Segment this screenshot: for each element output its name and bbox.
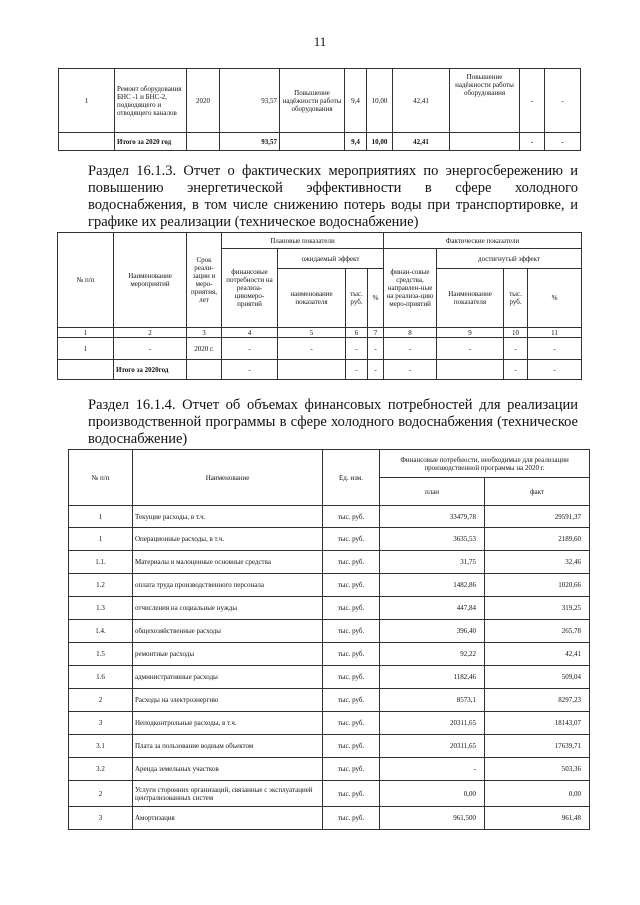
cell-plan: 92,22 xyxy=(380,643,485,666)
cell-fact: 509,04 xyxy=(485,666,590,689)
header-name: Наименование мероприятий xyxy=(114,233,187,328)
table-row xyxy=(69,620,590,643)
cell-unit: тыс. руб. xyxy=(323,758,380,781)
cell-name: Услуги сторонних организаций, связанные с эксплуатацией централизованных систем xyxy=(133,781,323,807)
cell-fact: 8297,23 xyxy=(485,689,590,712)
cell-unit: тыс. руб. xyxy=(323,597,380,620)
header-plan: план xyxy=(380,478,485,506)
header-expected: ожидаемый эффект xyxy=(278,249,384,269)
cell-num: 3 xyxy=(69,712,133,735)
cell-num: 3.2 xyxy=(69,758,133,781)
cell-unit: тыс. руб. xyxy=(323,666,380,689)
table-row: Итого за 2020год - - - - - - xyxy=(58,360,582,380)
cell-unit: тыс. руб. xyxy=(323,643,380,666)
table-energy-saving xyxy=(57,232,582,380)
cell-num: 1.5 xyxy=(69,643,133,666)
cell-unit: тыс. руб. xyxy=(323,506,380,528)
cell-plan: 1482,86 xyxy=(380,574,485,597)
cell-plan: 8573,1 xyxy=(380,689,485,712)
table-row xyxy=(69,597,590,620)
header-num: № п/п xyxy=(58,233,114,328)
cell-num: 2 xyxy=(69,689,133,712)
header-ind-name: наименование показателя xyxy=(278,269,346,328)
table-row: 1 - 2020 г. - - - - - - - - xyxy=(58,338,582,360)
cell-name: Текущие расходы, в т.ч. xyxy=(133,506,323,528)
cell-name: Амортизация xyxy=(133,807,323,830)
table-row xyxy=(69,666,590,689)
cell-plan: 1182,46 xyxy=(380,666,485,689)
cell-num: 1.3 xyxy=(69,597,133,620)
cell-unit: тыс. руб. xyxy=(323,689,380,712)
cell-unit: тыс. руб. xyxy=(323,735,380,758)
cell-plan: 20311,65 xyxy=(380,735,485,758)
cell-num: 1 xyxy=(69,528,133,551)
cell-name: оплата труда производственного персонала xyxy=(133,574,323,597)
cell-plan: 20311,65 xyxy=(380,712,485,735)
header-thous2: тыс. руб. xyxy=(504,269,528,328)
header-pct: % xyxy=(368,269,384,328)
cell-unit: тыс. руб. xyxy=(323,781,380,807)
header-term: Срок реали-зации и меро-приятия, лет xyxy=(187,233,222,328)
table-row: 1 Ремонт оборудования БНС -1 и БНС-2, подводящего и отводящего каналов 2020 93,57 Повышение надёжности работы оборудования 9,4 10,00 42,41 Повышение надёжности работы оборудования - - xyxy=(59,69,581,133)
cell-fact: 319,25 xyxy=(485,597,590,620)
table-row xyxy=(69,528,590,551)
cell-plan: 447,84 xyxy=(380,597,485,620)
cell-num: 1 xyxy=(69,506,133,528)
header-fact: факт xyxy=(485,478,590,506)
table-row xyxy=(69,781,590,807)
cell-fact: 29591,37 xyxy=(485,506,590,528)
cell-num: 1.6 xyxy=(69,666,133,689)
table-financial-needs xyxy=(68,449,590,830)
cell-fact: 2189,60 xyxy=(485,528,590,551)
table-row xyxy=(69,643,590,666)
cell-name: административные расходы xyxy=(133,666,323,689)
header-actual: Фактические показатели xyxy=(384,233,582,249)
cell-num: 1.4. xyxy=(69,620,133,643)
cell-name: общехозяйственные расходы xyxy=(133,620,323,643)
table-row: Итого за 2020 год 93,57 9,4 10,00 42,41 - - xyxy=(59,133,581,151)
cell-unit: тыс. руб. xyxy=(323,807,380,830)
cell-plan: 396,40 xyxy=(380,620,485,643)
cell-num: 1.2 xyxy=(69,574,133,597)
cell-num: 1.1. xyxy=(69,551,133,574)
cell-name: Аренда земельных участков xyxy=(133,758,323,781)
table-row xyxy=(69,551,590,574)
table-row xyxy=(69,506,590,528)
cell-fact: 42,41 xyxy=(485,643,590,666)
cell-unit: тыс. руб. xyxy=(323,551,380,574)
cell-plan: - xyxy=(380,758,485,781)
table-continuation xyxy=(58,68,581,151)
cell-name: ремонтные расходы xyxy=(133,643,323,666)
cell-plan: 0,00 xyxy=(380,781,485,807)
cell-plan: 961,500 xyxy=(380,807,485,830)
header-num: № п/п xyxy=(69,450,133,506)
header-unit: Ед. изм. xyxy=(323,450,380,506)
header-pct2: % xyxy=(528,269,582,328)
cell-fact: 0,00 xyxy=(485,781,590,807)
header-fin-need: финансовые потребности на реализа-циюмеро-приятий xyxy=(222,249,278,328)
cell-fact: 32,46 xyxy=(485,551,590,574)
table-row xyxy=(69,758,590,781)
cell-fact: 503,36 xyxy=(485,758,590,781)
cell-unit: тыс. руб. xyxy=(323,712,380,735)
header-name: Наименование xyxy=(133,450,323,506)
cell-name: Неподконтрольные расходы, в т.ч. xyxy=(133,712,323,735)
header-fin-means: финан-совые средства, направлен-ные на реализа-цию меро-приятий xyxy=(384,249,437,328)
cell-num: 3 xyxy=(69,807,133,830)
cell-plan: 3635,53 xyxy=(380,528,485,551)
cell-plan: 31,75 xyxy=(380,551,485,574)
cell-unit: тыс. руб. xyxy=(323,574,380,597)
header-ind-name2: Наименование показателя xyxy=(437,269,504,328)
cell-name: Плата за пользование водным объектом xyxy=(133,735,323,758)
section-16-1-3-title: Раздел 16.1.3. Отчет о фактических мероприятиях по энергосбережению и повышению энергетической эффективности в сфере холодного водоснабжения, в том числе снижению потерь воды при транспортировке, и графике их реализации (техническое водоснабжение) xyxy=(88,163,578,230)
cell-num: 3.1 xyxy=(69,735,133,758)
cell-name: Операционные расходы, в т.ч. xyxy=(133,528,323,551)
table-row xyxy=(69,807,590,830)
cell-fact: 1020,66 xyxy=(485,574,590,597)
cell-fact: 961,48 xyxy=(485,807,590,830)
table-row xyxy=(69,712,590,735)
column-number-row: 1 2 3 4 5 6 7 8 9 10 11 xyxy=(58,328,582,338)
cell-name: Материалы и малоценные основные средства xyxy=(133,551,323,574)
cell-unit: тыс. руб. xyxy=(323,528,380,551)
cell-fact: 17639,71 xyxy=(485,735,590,758)
cell-unit: тыс. руб. xyxy=(323,620,380,643)
header-achieved: достигнутый эффект xyxy=(437,249,582,269)
cell-fact: 18143,07 xyxy=(485,712,590,735)
cell-num: 2 xyxy=(69,781,133,807)
table-row xyxy=(69,574,590,597)
page-number: 11 xyxy=(313,34,327,49)
table-row xyxy=(69,689,590,712)
cell-name: отчисления на социальные нужды xyxy=(133,597,323,620)
header-fin: Финансовые потребности, необходимые для реализации производственной программы на 2020 г. xyxy=(380,450,590,478)
cell-name: Расходы на электроэнергию xyxy=(133,689,323,712)
table-row xyxy=(69,735,590,758)
section-16-1-4-title: Раздел 16.1.4. Отчет об объемах финансовых потребностей для реализации производственной программы в сфере холодного водоснабжения (техническое водоснабжение) xyxy=(88,397,578,447)
header-thous: тыс. руб. xyxy=(346,269,368,328)
cell-fact: 265,78 xyxy=(485,620,590,643)
cell-plan: 33479,78 xyxy=(380,506,485,528)
header-planned: Плановые показатели xyxy=(222,233,384,249)
